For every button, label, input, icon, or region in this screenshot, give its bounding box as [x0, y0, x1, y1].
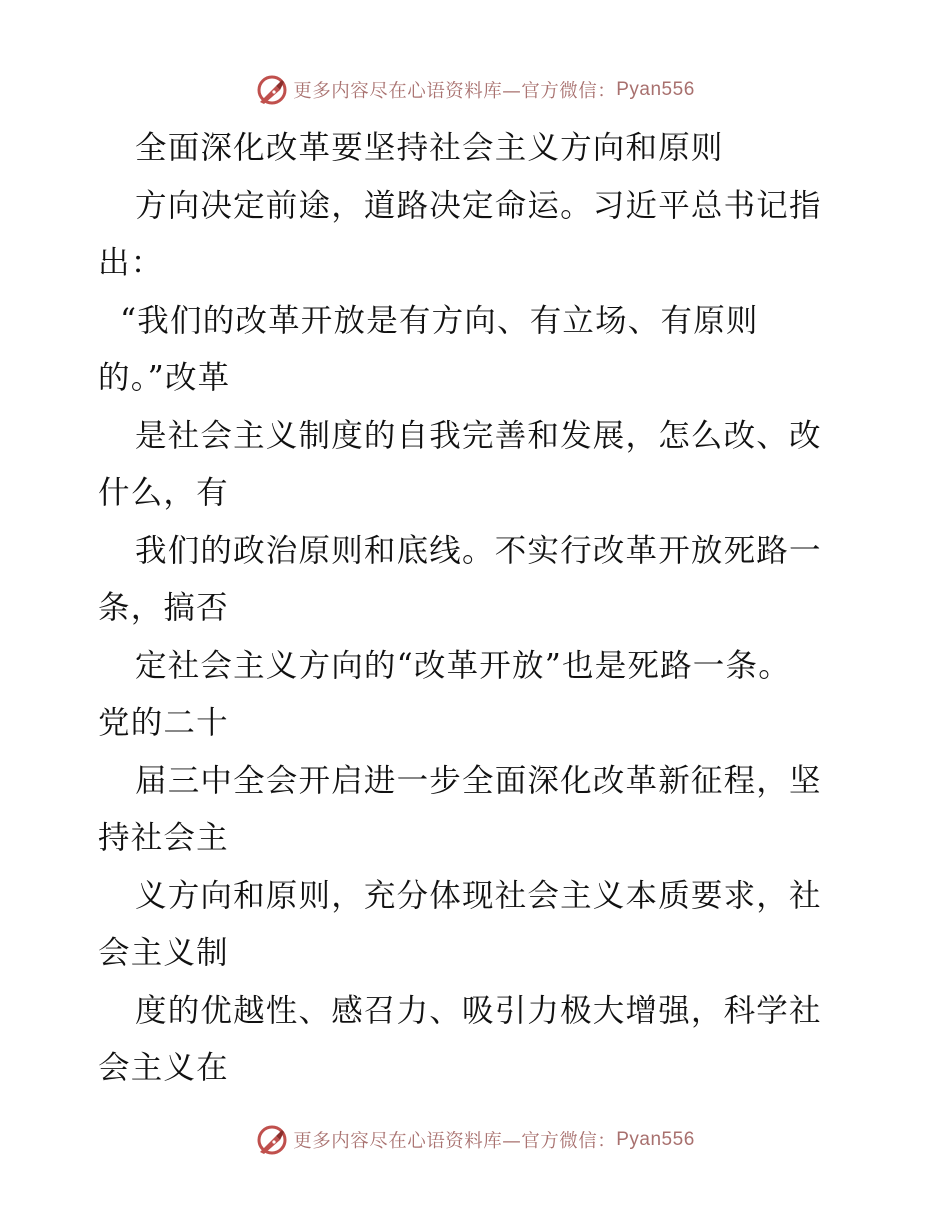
text-line: 度的优越性、感召力、吸引力极大增强，科学社	[135, 992, 822, 1029]
pen-nib-logo-icon	[255, 73, 289, 107]
banner-wechat-id: Pyan556	[616, 1129, 695, 1150]
text-line: 届三中全会开启进一步全面深化改革新征程，坚	[135, 762, 822, 799]
text-line: 持社会主	[98, 820, 229, 856]
banner-wechat-id: Pyan556	[616, 79, 695, 100]
text-line: 方向决定前途，道路决定命运。习近平总书记指	[135, 187, 822, 224]
banner-text: 更多内容尽在心语资料库—官方微信：	[293, 1131, 617, 1152]
text-line: 是社会主义制度的自我完善和发展，怎么改、改	[135, 417, 822, 454]
document-body	[98, 120, 858, 1098]
footer-banner	[0, 1120, 950, 1160]
text-line: 条，搞否	[98, 590, 229, 626]
text-line: 会主义制	[98, 935, 229, 971]
text-line: 我们的政治原则和底线。不实行改革开放死路一	[135, 532, 822, 569]
header-banner	[0, 70, 950, 110]
text-line: 什么，有	[98, 475, 229, 511]
text-line: 义方向和原则，充分体现社会主义本质要求，社	[135, 877, 822, 914]
text-line: 定社会主义方向的“改革开放”也是死路一条。	[135, 647, 791, 684]
text-line: “我们的改革开放是有方向、有立场、有原则	[120, 302, 759, 339]
pen-nib-logo-icon	[255, 1123, 289, 1157]
text-line: 党的二十	[98, 705, 229, 741]
document-title: 全面深化改革要坚持社会主义方向和原则	[135, 130, 724, 166]
text-line: 的。”改革	[98, 360, 231, 396]
text-line: 出：	[98, 245, 164, 281]
banner-text: 更多内容尽在心语资料库—官方微信：	[293, 81, 617, 102]
text-line: 会主义在	[98, 1050, 229, 1086]
